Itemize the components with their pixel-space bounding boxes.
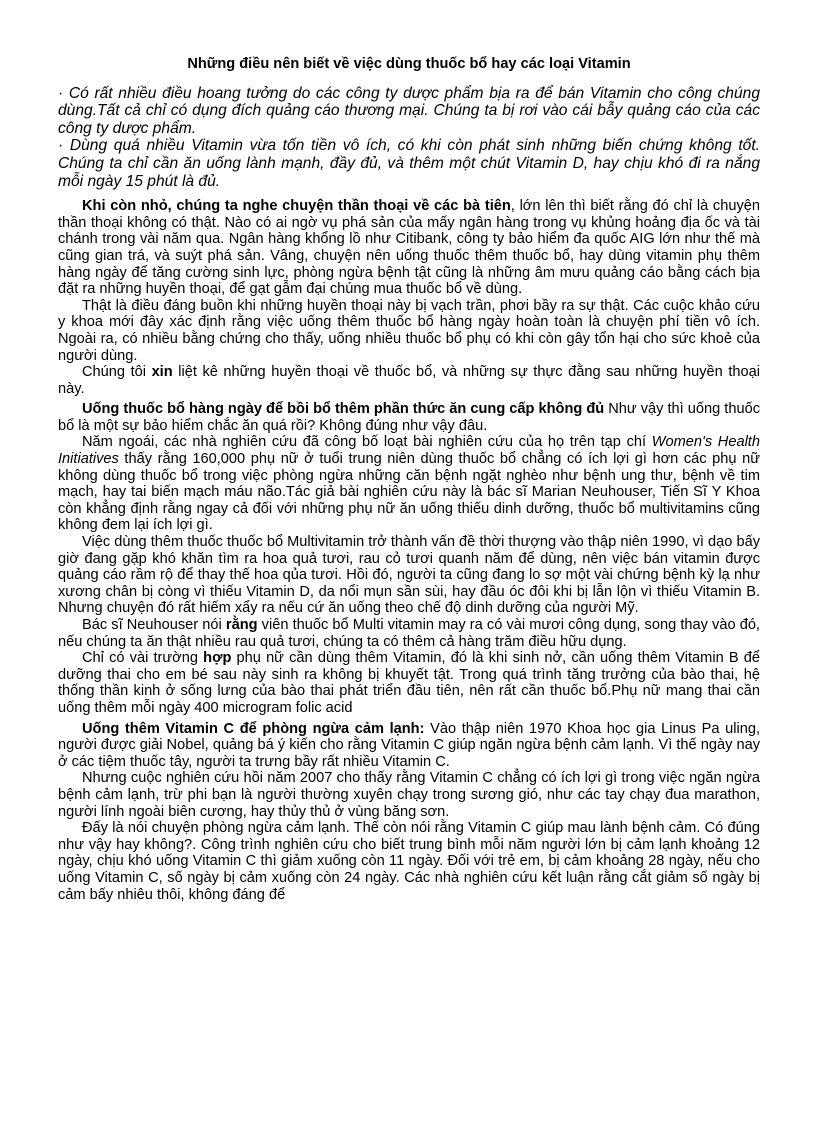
paragraph-1 xyxy=(58,198,760,298)
paragraph-4-text: Như vậy thì uống thuốc bổ là một sự bảo hiểm chắc ăn quá rồi? Không đúng như vậy đâu. xyxy=(58,401,760,434)
paragraph-8 xyxy=(58,650,760,716)
paragraph-7-text-a: Bác sĩ Neuhouser nói xyxy=(82,617,226,633)
journal-name: Women's Health Initiatives xyxy=(58,434,760,468)
paragraph-11: Đấy là nói chuyện phòng ngừa cảm lạnh. Thế còn nói rằng Vitamin C giúp mau lành bệnh cảm. Có đúng như vậy hay không?. Công trình nghiên cứu cho biết trung bình mỗi năm người lớn bị cảm lạnh khoảng 12 ngày, chịu khó uống Vitamin C thì giảm xuống còn 11 ngày. Đối với trẻ em, bị cảm khoảng 28 ngày, nếu cho uống Vitamin C, số ngày bị cảm xuống còn 24 ngày. Các nhà nghiên cứu kết luận rằng cắt giảm số ngày bị cảm bấy nhiêu thôi, không đáng để xyxy=(58,820,760,903)
paragraph-8-text-b: phụ nữ cần dùng thêm Vitamin, đó là khi sinh nở, cần uống thêm Vitamin B để dưỡng thai cho em bé sau này sinh ra không bị khuyết tật. Trong quá trình tăng trưởng của bào thai, hệ thống thần kinh ở sống lưng của bào thai phát triển đầu tiên, nên rất cần thuốc bổ.Phụ nữ mang thai cần uống thêm mỗi ngày 400 microgram folic acid xyxy=(58,650,761,716)
paragraph-6: Việc dùng thêm thuốc thuốc bổ Multivitamin trở thành vấn đề thời thượng vào thập niên 1990, vì dạo bấy giờ đang gặp khó khăn tìm ra hoa quả tươi, rau cỏ tươi quanh năm để dùng, nên việc bán vitamin được quảng cáo rầm rộ để thay thế hoa qủa tươi. Hồi đó, người ta cũng đang lo sợ một vài chứng bệnh kỳ lạ như xương chân bị còng vì thiếu Vitamin D, da nổi mụn sần sùi, hay đầu óc đôi khi bị lẫn lộn vì thiếu Vitamin B. Nhưng chuyện đó rất hiếm xẩy ra nếu cứ ăn uống theo chế độ dinh dưỡng của người Mỹ. xyxy=(58,534,760,617)
paragraph-3-text-b: liệt kê những huyền thoại về thuốc bổ, và những sự thực đằng sau những huyền thoại này. xyxy=(58,364,760,397)
paragraph-3-bold: xin xyxy=(151,364,173,381)
paragraph-1-text: , lớn lên thì biết rằng đó chỉ là chuyện thần thoại không có thật. Nào có ai ngờ vụ phá sản của mấy ngân hàng trong vụ khủng hoảng địa ốc và tài chánh trong vài năm qua. Ngân hàng khổng lồ như Citibank, công ty bảo hiểm đa quốc AIG lớn như thế mà cũng gian trá, và suýt phá sản. Vâng, chuyện nên uống thuốc thêm thuốc bổ, hay dùng vitamin phụ thêm hàng ngày để tăng cường sinh lực, phòng ngừa bệnh tật cũng là những âm mưu quảng cáo bằng cách bịa đặt ra những huyền thoại, để gạt gẫm đại chúng mua thuốc bổ về dùng. xyxy=(58,198,760,298)
paragraph-2: Thật là điều đáng buồn khi những huyền thoại này bị vạch trần, phơi bầy ra sự thật. Các cuộc khảo cứu y khoa mới đây xác định rằng việc uống thêm thuốc bổ hàng ngày hoàn toàn là chuyện phí tiền vô ích. Ngoài ra, có nhiều bằng chứng cho thấy, uống nhiều thuốc bổ phụ có khi còn gây tổn hại cho sức khoẻ của người dùng. xyxy=(58,297,760,364)
paragraph-7 xyxy=(58,617,760,650)
paragraph-4 xyxy=(58,401,760,434)
paragraph-10: Nhưng cuộc nghiên cứu hồi năm 2007 cho thấy rằng Vitamin C chẳng có ích lợi gì trong việc ngăn ngừa bệnh cảm lạnh, trừ phi bạn là người thường xuyên chạy trong sương gió, như các tay chạy đua marathon, người lính ngoài biên cương, hay thủy thủ ở vùng băng sơn. xyxy=(58,770,760,820)
paragraph-8-bold: hợp xyxy=(203,650,232,667)
paragraph-7-text-b: viên thuốc bổ Multi vitamin may ra có vài mươi công dụng, song thay vào đó, nếu chúng ta ăn thật nhiều rau quả tươi, chúng ta có thêm cả hàng trăm điều hữu dụng. xyxy=(58,617,760,650)
paragraph-8-text-a: Chỉ có vài trường xyxy=(82,650,204,667)
paragraph-4-lead: Uống thuốc bổ hàng ngày để bồi bổ thêm phần thức ăn cung cấp không đủ xyxy=(82,401,605,418)
paragraph-1-lead: Khi còn nhỏ, chúng ta nghe chuyện thần thoại về các bà tiên xyxy=(82,198,511,215)
paragraph-5-text-a: Năm ngoái, các nhà nghiên cứu đã công bố loạt bài nghiên cứu của họ trên tạp chí xyxy=(82,434,652,451)
paragraph-5 xyxy=(58,434,760,534)
paragraph-3 xyxy=(58,364,760,397)
paragraph-5-text-b: thấy rằng 160,000 phụ nữ ở tuổi trung niên dùng thuốc bổ chẳng có ích lợi gì hơn các phụ nữ không dùng thuốc bổ trong việc phòng ngừa những căn bệnh ngặt nghèo như bệnh ung thư, bệnh về tim mạch, hay tai biến mạch máu não.Tác giả bài nghiên cứu này là bác sĩ Marian Neuhouser, Tiến Sĩ Y Khoa còn khẳng định rằng ngay cả đối với những phụ nữ ăn uống thiếu dinh dưỡng, thuốc bổ multivitamins cũng không đem lại ích lợi gì. xyxy=(58,451,760,534)
intro-point-2: · Dùng quá nhiều Vitamin vừa tốn tiền vô ích, có khi còn phát sinh những biến chứng không tốt. Chúng ta chỉ cần ăn uống lành mạnh, đầy đủ, và thêm một chút Vitamin D, hay chịu khó đi ra nắng mỗi ngày 15 phút là đủ. xyxy=(58,137,760,190)
paragraph-9 xyxy=(58,721,760,771)
document-title: Những điều nên biết về việc dùng thuốc bổ hay các loại Vitamin xyxy=(187,56,631,72)
paragraph-7-bold: rằng xyxy=(225,617,258,633)
paragraph-9-lead: Uống thêm Vitamin C để phòng ngừa cảm lạnh: xyxy=(82,720,425,737)
paragraph-9-text: Vào thập niên 1970 Khoa học gia Linus Pa uling, người được giải Nobel, quảng bá ý kiến cho rằng Vitamin C giúp ngăn ngừa bệnh cảm lạnh. Vì thế ngày nay ở các tiệm thuốc tây, người ta trưng bầy rất nhiều Vitamin C. xyxy=(58,720,760,770)
intro-point-1: · Có rất nhiều điều hoang tưởng do các công ty dược phẩm bịa ra để bán Vitamin cho công chúng dùng.Tất cả chỉ có dụng đích quảng cáo thương mại. Chúng ta bị rơi vào cái bẫy quảng cáo của các công ty dược phẩm. xyxy=(58,84,760,137)
paragraph-3-text-a: Chúng tôi xyxy=(82,364,152,381)
